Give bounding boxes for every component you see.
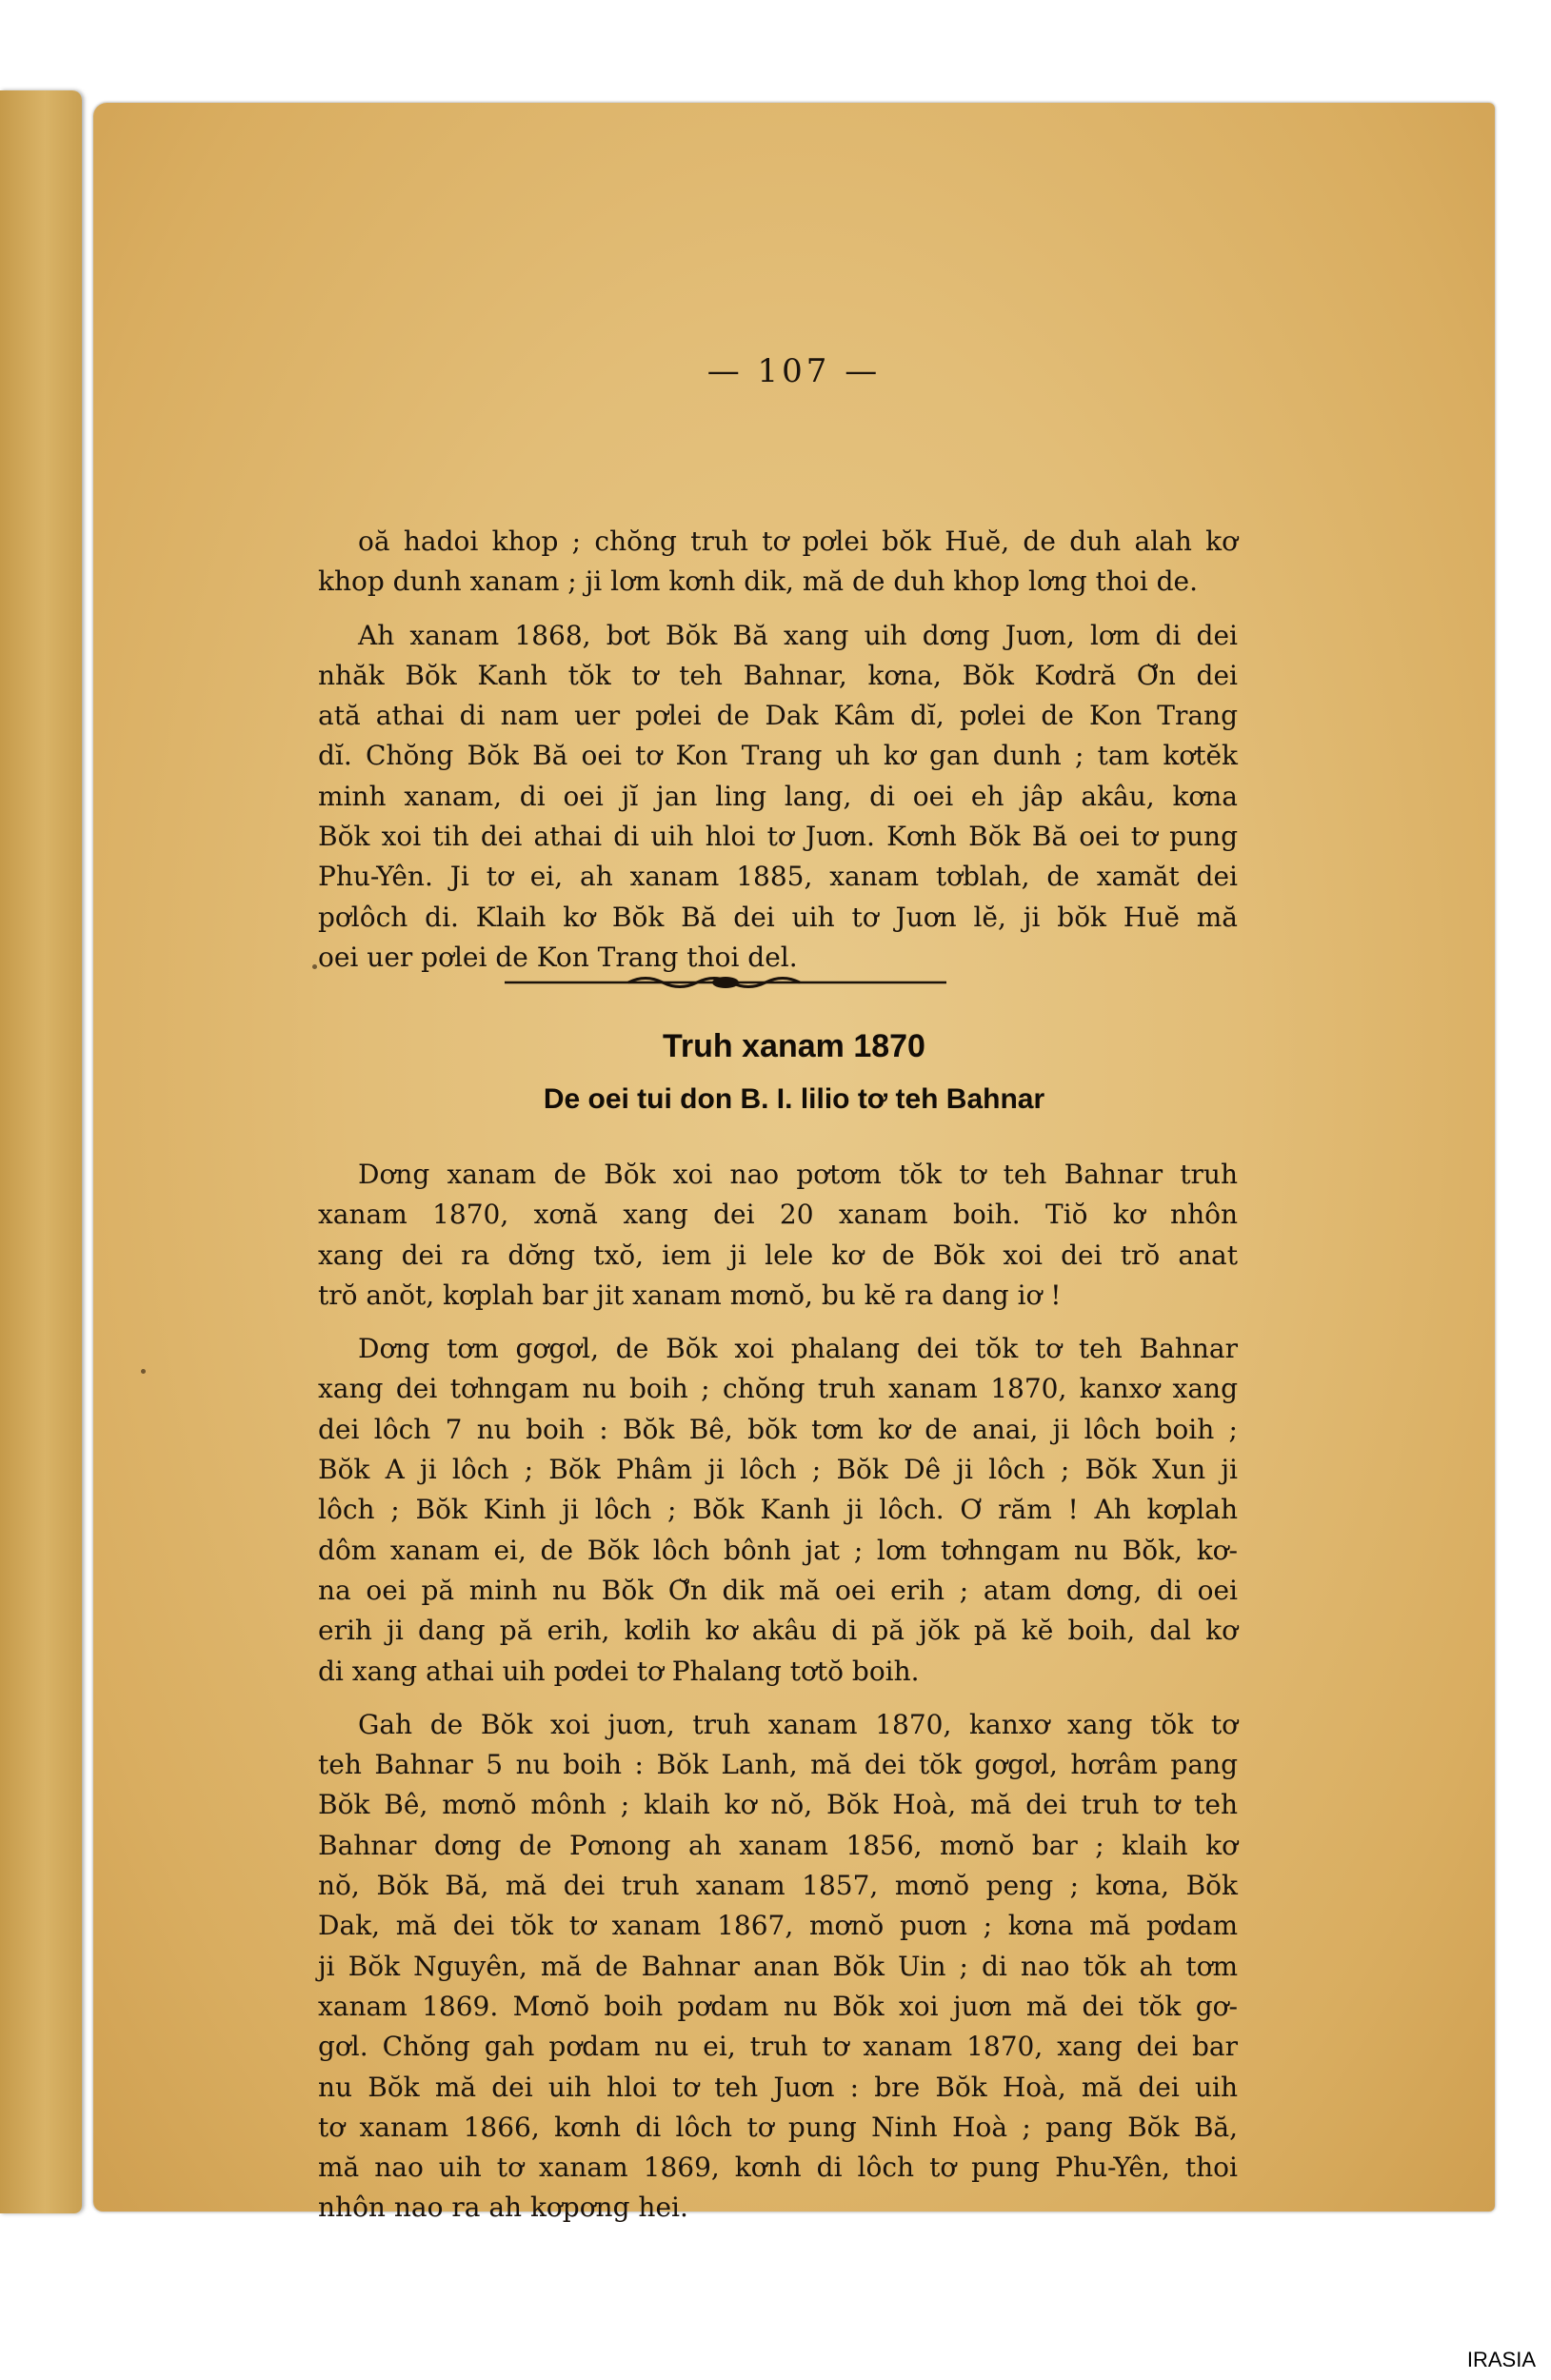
text-line: erih ji dang pă erih, kơlih kơ akâu di pă jŏk pă kĕ boih, dal kơ <box>318 1615 1238 1647</box>
text-line: Dak, mă dei tŏk tơ xanam 1867, mơnŏ puơn ; kơna mă pơdam <box>318 1910 1238 1942</box>
paper-speck <box>312 964 317 969</box>
text-line: oă hadoi khop ; chŏng truh tơ pơlei bŏk Huĕ, de duh alah kơ <box>358 526 1238 557</box>
text-line: na oei pă minh nu Bŏk Ơ̆n dik mă oei erih ; atam dơng, di oei <box>318 1574 1238 1606</box>
paragraph <box>318 522 1238 603</box>
text-line: ji Bŏk Nguyên, mă de Bahnar anan Bŏk Uin ; di nao tŏk ah tơm <box>318 1950 1238 1982</box>
text-line: nu Bŏk mă dei uih hloi tơ teh Juơn : bre Bŏk Hoà, mă dei uih <box>318 2071 1238 2103</box>
text-line: nŏ, Bŏk Bă, mă dei truh xanam 1857, mơnŏ peng ; kơna, Bŏk <box>318 1870 1238 1902</box>
text-line: oei uer pơlei de Kon Trang thoi del. <box>318 941 798 973</box>
section-subtitle: De oei tui don B. I. lilio tơ teh Bahnar <box>543 1083 1045 1115</box>
text-line: Bŏk Bê, mơnŏ mônh ; klaih kơ nŏ, Bŏk Hoà, mă dei truh tơ teh <box>318 1789 1238 1821</box>
text-line: teh Bahnar 5 nu boih : Bŏk Lanh, mă dei tŏk gơgơl, hơrâm pang <box>318 1749 1238 1781</box>
text-line: Dơng xanam de Bŏk xoi nao pơtơm tŏk tơ teh Bahnar truh <box>358 1159 1238 1190</box>
text-line: xang dei tơhngam nu boih ; chŏng truh xanam 1870, kanxơ xang <box>318 1373 1238 1405</box>
section-title: Truh xanam 1870 <box>663 1028 925 1064</box>
paragraph <box>318 1329 1238 1692</box>
text-line: nhôn nao ra ah kơpơng hei. <box>318 2192 688 2224</box>
body-text-block <box>318 1155 1238 2229</box>
text-line: pơlôch di. Klaih kơ Bŏk Bă dei uih tơ Juơn lĕ, ji bŏk Huĕ mă <box>318 901 1238 933</box>
text-line: di xang athai uih pơdei tơ Phalang tơtŏ boih. <box>318 1655 920 1687</box>
text-line: Bahnar dơng de Pơnong ah xanam 1856, mơnŏ bar ; klaih kơ <box>318 1829 1238 1861</box>
text-line: mă nao uih tơ xanam 1869, kơnh di lôch tơ pung Phu-Yên, thoi <box>318 2152 1238 2184</box>
watermark-label: IRASIA <box>1466 2348 1536 2371</box>
text-line: trŏ anŏt, kơplah bar jit xanam mơnŏ, bu kĕ ra dang iơ ! <box>318 1279 1062 1311</box>
document-page <box>93 103 1495 2224</box>
top-text-block <box>318 522 1238 978</box>
text-line: minh xanam, di oei jĭ jan ling lang, di oei eh jâp akâu, kơna <box>318 780 1238 812</box>
text-line: Bŏk xoi tih dei athai di uih hloi tơ Juơn. Kơnh Bŏk Bă oei tơ pung <box>318 821 1238 853</box>
paragraph <box>318 616 1238 979</box>
text-line: Phu-Yên. Ji tơ ei, ah xanam 1885, xanam tơblah, de xamăt dei <box>318 861 1238 893</box>
text-line: Bŏk A ji lôch ; Bŏk Phâm ji lôch ; Bŏk Dê ji lôch ; Bŏk Xun ji <box>318 1454 1238 1486</box>
text-line: Ah xanam 1868, bơt Bŏk Bă xang uih dơng Juơn, lơm di dei <box>358 619 1238 651</box>
text-line: ată athai di nam uer pơlei de Dak Kâm dĭ, pơlei de Kon Trang <box>318 700 1238 732</box>
underlying-page <box>0 90 82 2213</box>
text-line: dôm xanam ei, de Bŏk lôch bônh jat ; lơm tơhngam nu Bŏk, kơ- <box>318 1534 1238 1566</box>
text-line: dei lôch 7 nu boih : Bŏk Bê, bŏk tơm kơ de anai, ji lôch boih ; <box>318 1413 1238 1445</box>
text-line: Dơng tơm gơgơl, de Bŏk xoi phalang dei tŏk tơ teh Bahnar <box>358 1333 1238 1365</box>
page-number: — 107 — <box>706 352 882 390</box>
paragraph <box>318 1705 1238 2229</box>
text-line: khop dunh xanam ; ji lơm kơnh dik, mă de duh khop lơng thoi de. <box>318 565 1199 598</box>
text-line: lôch ; Bŏk Kinh ji lôch ; Bŏk Kanh ji lôch. Ơ răm ! Ah kơplah <box>318 1494 1238 1526</box>
text-line: dĭ. Chŏng Bŏk Bă oei tơ Kon Trang uh kơ gan dunh ; tam kơtĕk <box>318 740 1238 772</box>
text-line: xanam 1869. Mơnŏ boih pơdam nu Bŏk xoi juơn mă dei tŏk gơ- <box>318 1990 1238 2022</box>
text-line: xang dei ra dơ̆ng txŏ, iem ji lele kơ de Bŏk xoi dei trŏ anat <box>318 1239 1238 1271</box>
text-line: xanam 1870, xơnă xang dei 20 xanam boih. Tiŏ kơ nhôn <box>318 1199 1238 1231</box>
text-line: tơ xanam 1866, kơnh di lôch tơ pung Ninh Hoà ; pang Bŏk Bă, <box>318 2111 1238 2143</box>
text-line: nhăk Bŏk Kanh tŏk tơ teh Bahnar, kơna, Bŏk Kơdră Ơ̆n dei <box>318 659 1238 691</box>
ornament-divider <box>505 971 946 994</box>
paragraph <box>318 1155 1238 1316</box>
text-line: gơl. Chŏng gah pơdam nu ei, truh tơ xanam 1870, xang dei bar <box>318 2031 1238 2063</box>
text-line: Gah de Bŏk xoi juơn, truh xanam 1870, kanxơ xang tŏk tơ <box>358 1708 1238 1740</box>
paper-speck <box>141 1369 146 1374</box>
